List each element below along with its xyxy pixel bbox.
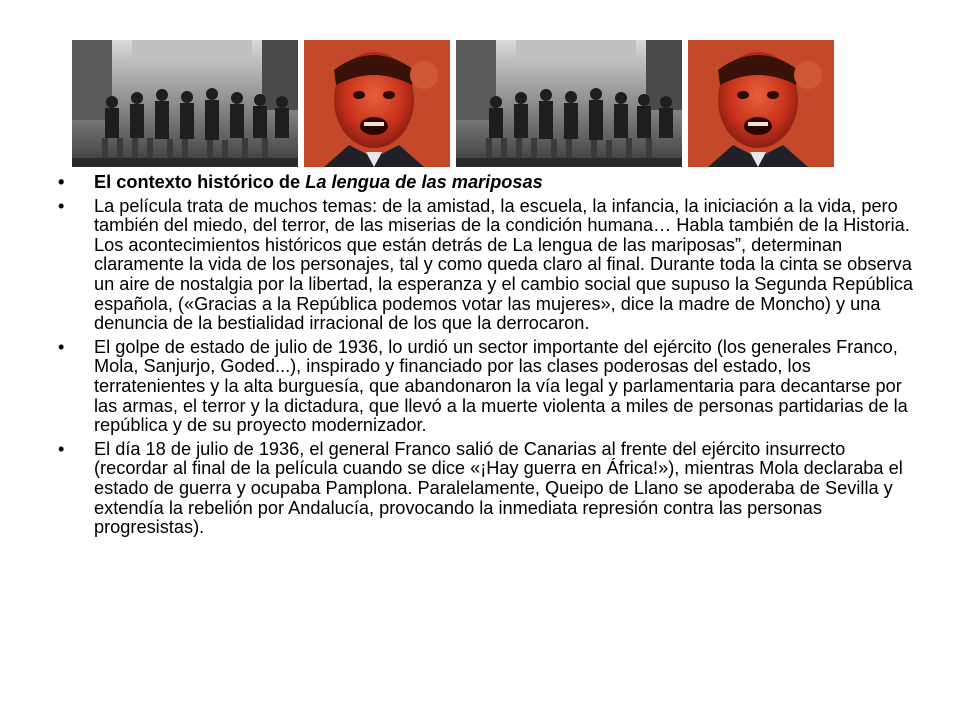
soldiers-marching-photo-2	[456, 40, 682, 167]
paragraph-coup-1936	[58, 338, 918, 436]
bullet-marker: •	[58, 195, 65, 216]
photo-strip	[72, 40, 834, 167]
boy-shouting-photo-2	[688, 40, 834, 167]
title-prefix: El contexto histórico de	[94, 172, 306, 192]
paragraph-text: El golpe de estado de julio de 1936, lo urdió un sector importante del ejército (los generales Franco, Mola, Sanjurjo, Goded...), inspirado y financiado por las clases poderosas del estado, los terratenientes y la alta burguesía, que abandonaron la vía legal y parlamentaria para decantarse por las armas, el terror y la dictadura, que llevó a la muerte violenta a miles de personas partidarias de la república y de su proyecto modernizador.	[94, 336, 908, 436]
soldiers-marching-photo	[72, 40, 298, 167]
boy-shouting-photo	[304, 40, 450, 167]
slide-content	[58, 173, 918, 542]
bullet-marker: •	[58, 336, 65, 357]
title-film-name: La lengua de las mariposas	[305, 172, 543, 192]
bullet-marker: •	[58, 438, 65, 459]
paragraph-text: La película trata de muchos temas: de la amistad, la escuela, la infancia, la iniciación a la vida, pero también del miedo, del terror, de las miserias de la condición humana… Habla también de la Historia. Los acontecimientos históricos que están detrás de La lengua de las mariposas”, determinan claramente la vida de los personajes, tal y como queda claro al final. Durante toda la cinta se observa un aire de nostalgia por la libertad, la esperanza y el cambio social que supuso la Segunda República española, («Gracias a la República podemos votar las mujeres», dice la madre de Moncho) y una denuncia de la bestialidad irracional de los que la derrocaron.	[94, 195, 913, 334]
paragraph-film-themes	[58, 197, 918, 334]
paragraph-text: El día 18 de julio de 1936, el general Franco salió de Canarias al frente del ejército insurrecto (recordar al final de la película cuando se dice «¡Hay guerra en África!»), mientras Mola declaraba el estado de guerra y ocupaba Pamplona. Paralelamente, Queipo de Llano se apoderaba de Sevilla y extendía la rebelión por Andalucía, provocando la inmediata represión contra las personas progresistas).	[94, 438, 903, 538]
bullet-marker: •	[58, 172, 65, 192]
paragraph-july-18	[58, 440, 918, 538]
slide-title	[58, 173, 918, 193]
